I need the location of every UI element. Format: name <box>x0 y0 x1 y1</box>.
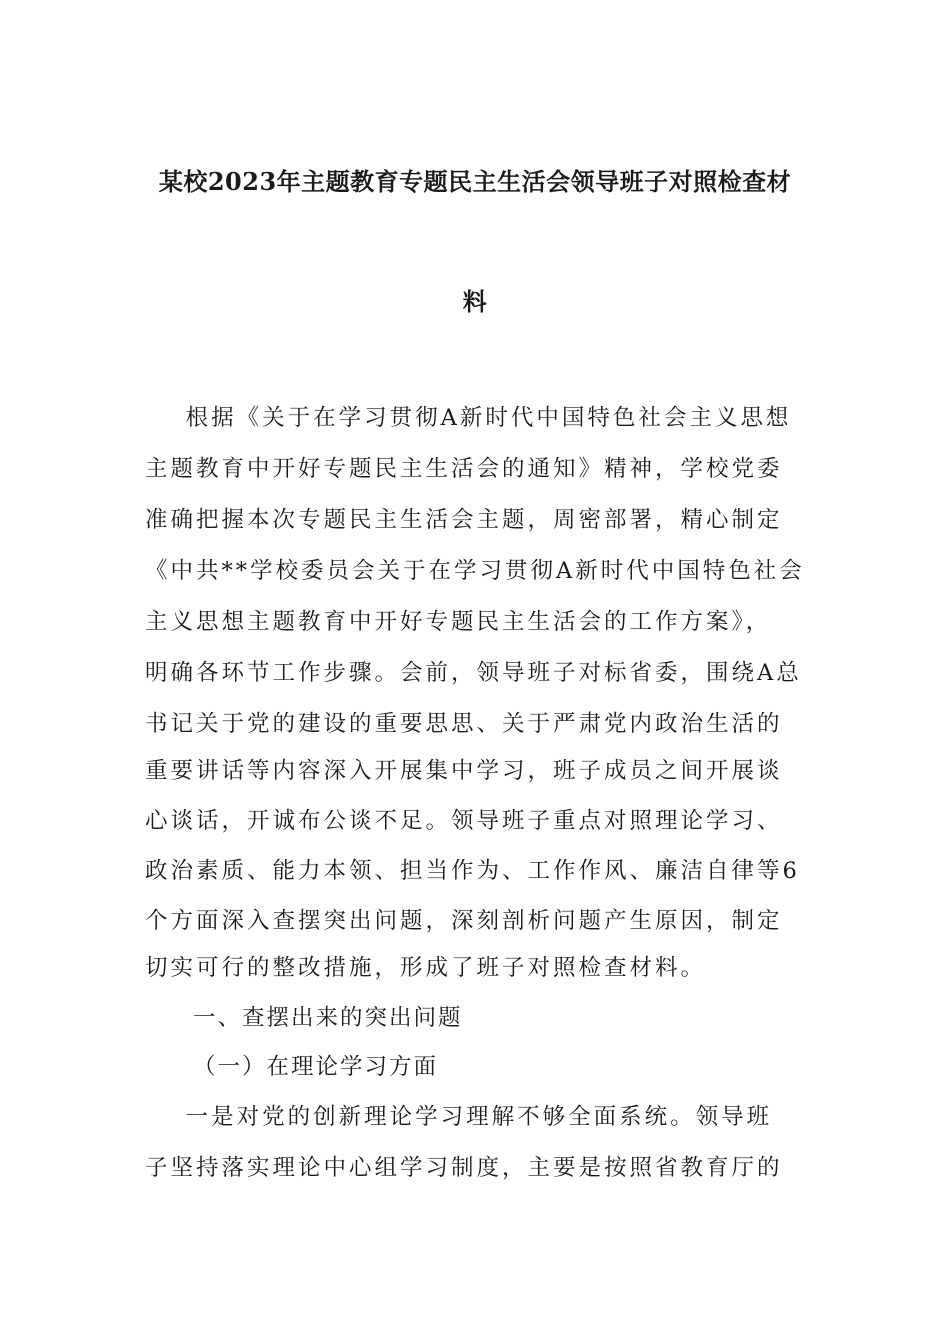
intro-paragraph-line: 心谈话，开诚布公谈不足。领导班子重点对照理论学习、 <box>145 808 783 834</box>
intro-paragraph-line: 准确把握本次专题民主生活会主题，周密部署，精心制定 <box>145 507 783 533</box>
intro-paragraph-line: 主义思想主题教育中开好专题民主生活会的工作方案》， <box>145 609 772 635</box>
intro-paragraph-line: 重要讲话等内容深入开展集中学习，班子成员之间开展谈 <box>145 758 783 784</box>
intro-paragraph-line: 书记关于党的建设的重要思思、关于严肃党内政治生活的 <box>145 711 783 737</box>
intro-paragraph-line: 根据《关于在学习贯彻A新时代中国特色社会主义思想 <box>145 405 792 431</box>
body-paragraph-line: 一是对党的创新理论学习理解不够全面系统。领导班 <box>145 1104 773 1130</box>
document-title-line-2: 料 <box>462 287 488 316</box>
intro-paragraph-line: 明确各环节工作步骤。会前，领导班子对标省委，围绕A总 <box>145 660 802 686</box>
body-paragraph-line: 子坚持落实理论中心组学习制度，主要是按照省教育厅的 <box>145 1155 783 1181</box>
intro-paragraph-line: 主题教育中开好专题民主生活会的通知》精神，学校党委 <box>145 456 783 482</box>
subsection-heading: （一）在理论学习方面 <box>193 1054 439 1080</box>
intro-paragraph-line: 政治素质、能力本领、担当作为、工作作风、廉洁自律等6 <box>145 858 800 884</box>
intro-paragraph-line: 切实可行的整改措施，形成了班子对照检查材料。 <box>145 955 707 981</box>
intro-paragraph-line: 个方面深入查摆突出问题，深刻剖析问题产生原因，制定 <box>145 908 783 934</box>
document-title-line-1: 某校2023年主题教育专题民主生活会领导班子对照检查材 <box>158 167 792 196</box>
section-heading: 一、查摆出来的突出问题 <box>193 1005 463 1031</box>
intro-paragraph-line: 《中共**学校委员会关于在学习贯彻A新时代中国特色社会 <box>145 558 805 584</box>
